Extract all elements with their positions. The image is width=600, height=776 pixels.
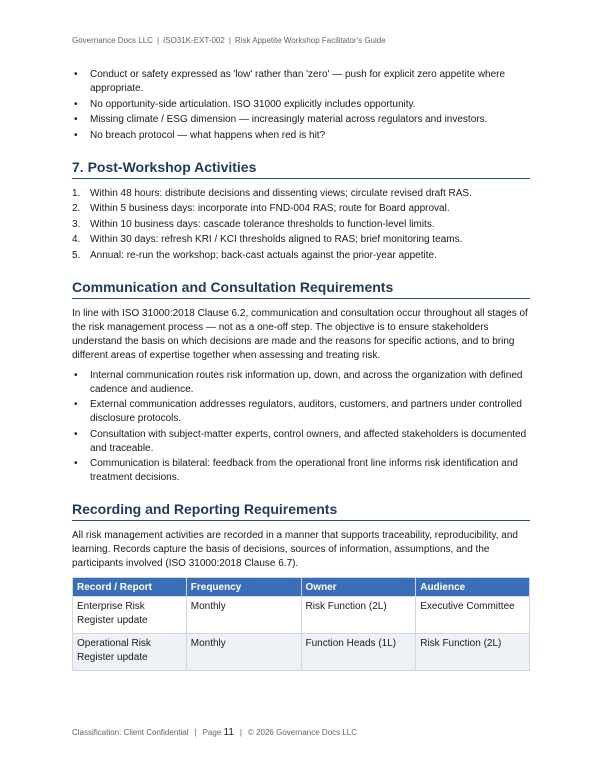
list-item — [72, 249, 530, 263]
table-row — [73, 634, 530, 671]
step-number: 1. — [72, 187, 81, 199]
page-number: 11 — [223, 727, 234, 738]
step-number: 5. — [72, 249, 81, 261]
page-footer — [72, 727, 357, 738]
list-item — [72, 202, 530, 216]
table-row — [73, 597, 530, 634]
header-doc-id: ISO31K-EXT-002 — [163, 36, 225, 45]
table-header-row — [73, 578, 530, 597]
table-cell: Executive Committee — [416, 597, 530, 634]
step-text: Within 30 days: refresh KRI / KCI thresholds aligned to RAS; brief monitoring teams. — [90, 234, 463, 245]
table-cell: Risk Function (2L) — [416, 634, 530, 671]
table-cell: Enterprise Risk Register update — [73, 597, 187, 634]
table-cell: Operational Risk Register update — [73, 634, 187, 671]
list-item — [72, 233, 530, 247]
section-7-heading: 7. Post-Workshop Activities — [72, 159, 530, 179]
list-item: • Internal communication routes risk information up, down, and across the organization with defined cadence and audience. — [72, 369, 530, 397]
records-table — [72, 577, 530, 671]
list-item: • External communication addresses regulators, auditors, customers, and partners under controlled disclosure protocols. — [72, 398, 530, 426]
column-header: Record / Report — [73, 578, 187, 597]
footer-page-label: Page — [202, 728, 222, 737]
list-item: • Missing climate / ESG dimension — increasingly material across regulators and investors. — [72, 113, 530, 127]
step-text: Within 5 business days: incorporate into FND-004 RAS; route for Board approval. — [90, 203, 450, 214]
step-text: Within 48 hours: distribute decisions and dissenting views; circulate revised draft RAS. — [90, 187, 472, 199]
communication-heading: Communication and Consultation Requirements — [72, 279, 530, 299]
list-item: • Consultation with subject-matter experts, control owners, and affected stakeholders is documented and traceable. — [72, 428, 530, 456]
post-workshop-steps — [72, 187, 530, 263]
header-company: Governance Docs LLC — [72, 36, 153, 45]
list-item: • Conduct or safety expressed as 'low' rather than 'zero' — push for explicit zero appetite where appropriate. — [72, 68, 530, 96]
table-cell: Monthly — [186, 634, 301, 671]
table-cell: Monthly — [186, 597, 301, 634]
list-item — [72, 218, 530, 232]
footer-separator: | — [239, 728, 242, 737]
column-header: Audience — [416, 578, 530, 597]
footer-classification: Classification: Client Confidential — [72, 728, 189, 737]
step-number: 4. — [72, 234, 81, 245]
step-number: 2. — [72, 203, 81, 214]
list-item: • No opportunity-side articulation. ISO 31000 explicitly includes opportunity. — [72, 98, 530, 112]
column-header: Frequency — [186, 578, 301, 597]
header-separator: | — [156, 36, 160, 45]
footer-copyright: © 2026 Governance Docs LLC — [247, 728, 358, 737]
recording-paragraph: All risk management activities are recorded in a manner that supports traceability, reproducibility, and learning. Records capture the basis of decisions, sources of information, assumptions, and the participants involved (ISO 31000:2018 Clause 6.7). — [72, 530, 518, 569]
communication-bullet-list — [72, 369, 530, 486]
table-cell: Function Heads (1L) — [301, 634, 416, 671]
table-cell: Risk Function (2L) — [301, 597, 416, 634]
intro-bullet-list — [72, 68, 530, 143]
page-header — [72, 36, 386, 45]
list-item: • Communication is bilateral: feedback from the operational front line informs risk identification and treatment decisions. — [72, 457, 530, 485]
step-number: 3. — [72, 218, 81, 230]
step-text: Annual: re-run the workshop; back-cast actuals against the prior-year appetite. — [90, 249, 437, 261]
list-item — [72, 187, 530, 201]
column-header: Owner — [301, 578, 416, 597]
page-content — [72, 68, 530, 671]
recording-heading: Recording and Reporting Requirements — [72, 501, 530, 521]
header-doc-title: Risk Appetite Workshop Facilitator's Guide — [234, 36, 386, 45]
communication-paragraph: In line with ISO 31000:2018 Clause 6.2, communication and consultation occur throughout all stages of the risk management process — not as a one-off step. The objective is to ensure stakeholders understand the basis on which decisions are made and the reasons for specific actions, and to bring different areas of expertise together when assessing and treating risk. — [72, 307, 528, 361]
list-item: • No breach protocol — what happens when red is hit? — [72, 129, 530, 143]
step-text: Within 10 business days: cascade tolerance thresholds to function-level limits. — [90, 218, 435, 230]
header-separator: | — [228, 36, 231, 45]
footer-separator: | — [194, 728, 197, 737]
